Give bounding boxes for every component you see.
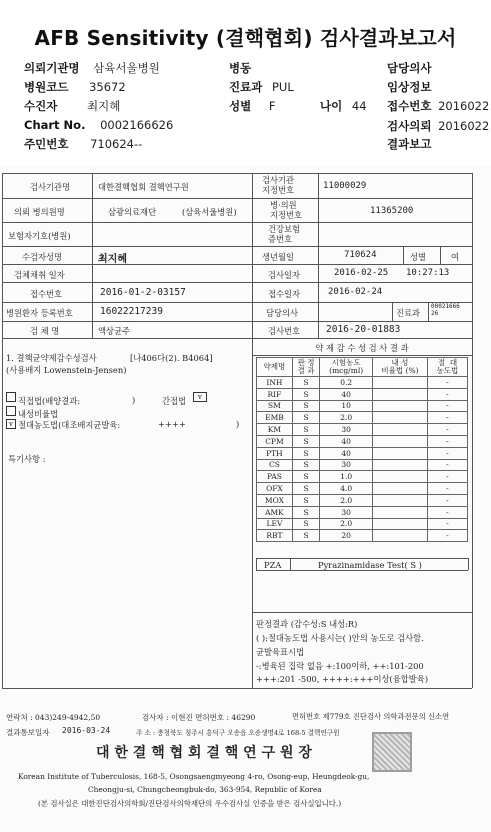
header-chart [24,118,173,132]
age-value: 44 [351,99,367,113]
result-row [257,459,468,471]
footer-address-kr: 주 소 : 충청북도 청주시 흥덕구 오송읍 오송생명4로 168-5 결핵연구원 [136,729,340,737]
indirect-method-label: 간접법 [162,396,187,406]
pza-value: Pyrazinamidase Test( S ) [318,560,422,570]
result-drug: PAS [257,471,293,483]
result-judge: S [292,400,319,412]
report-date-label: 결과통보일자 [6,728,50,737]
result-conc: 40 [320,388,373,400]
result-abs: - [427,494,467,506]
form-r1-label: 검사기관명 [30,182,71,192]
form-r4-value: 최지혜 [98,254,127,265]
test-title: 1. 결핵균약제감수성검사 [6,353,97,363]
result-judge: S [292,424,319,436]
indirect-method-checkbox: v [193,392,207,402]
result-conc: 2.0 [320,494,373,506]
header-age [320,98,367,114]
result-ratio [373,494,428,506]
header-request [387,118,489,134]
form-r5-mid-value: 2016-02-25 [334,268,389,278]
header-receipt [387,98,489,114]
special-notes-label: 특기사항 : [8,454,46,464]
result-judge: S [292,459,319,471]
form-r4-label: 수검자성명 [22,252,63,262]
report-title: AFB Sensitivity (결핵협회) 검사결과보고서 [34,26,457,50]
result-abs: - [427,483,467,495]
result-judge: S [292,483,319,495]
form-r6-label: 접수번호 [30,289,63,299]
form-r4-sex-value: 여 [451,252,460,262]
header-patient [24,98,120,114]
note-4: -:병육된 집락 없음 +:100이하, ++:101-200 [256,661,424,671]
result-conc: 2.0 [320,518,373,530]
result-drug: CS [257,459,293,471]
resident-value: 710624-- [90,137,143,151]
result-conc: 10 [320,400,373,412]
col-abs: 절 대 농도법 [427,358,467,377]
form-r6-value: 2016-01-2-03157 [100,287,186,298]
result-conc: 4.0 [320,483,373,495]
official-seal-icon [372,732,412,772]
note-5: +++:201 -500, ++++:+++이상(융합발육) [256,674,429,684]
footer-contact: 연락처 : 043)249-4942,50 [6,713,101,722]
form-r2-mid-label: 병·의원 지정번호 [270,200,303,220]
result-conc: 30 [320,424,373,436]
form-r8-mid-label: 검사번호 [268,326,301,336]
receipt-label: 접수번호 [387,99,432,113]
form-r4-mid-value: 710624 [344,250,377,260]
hospital-code-value: 35672 [89,80,126,94]
result-abs: - [427,388,467,400]
result-abs: - [427,530,467,542]
form-r7-dept-label: 진료과 [396,308,421,318]
result-abs: - [427,400,467,412]
result-conc: 20 [320,530,373,542]
result-ratio [373,447,428,459]
form-r6-mid-value: 2016-02-24 [328,287,383,297]
result-ratio [373,530,428,542]
header-institution [24,60,160,76]
result-abs: - [427,424,467,436]
note-1: 판정결과 (감수성:S 내성:R) [256,619,358,629]
report-date: 2016-03-24 [62,726,111,735]
direct-method-label: 직접법(배양결과: [18,396,81,406]
chart-label: Chart No. [24,118,86,132]
result-conc: 30 [320,459,373,471]
header-ward [229,60,251,76]
form-r3-mid-label: 건강보험 증번호 [268,224,301,244]
result-ratio [373,471,428,483]
form-r3-label: 보험자기호(병원) [8,231,71,241]
result-conc: 1.0 [320,471,373,483]
result-ratio [373,377,428,389]
ratio-method-checkbox [6,406,16,416]
report-label: 결과보고 [387,137,432,151]
result-drug: CPM [257,435,293,447]
result-drug: OFX [257,483,293,495]
result-row [257,412,468,424]
result-row [257,494,468,506]
result-ratio [373,435,428,447]
result-ratio [373,412,428,424]
result-row [257,483,468,495]
header-clinical [387,79,431,95]
result-drug: LEV [257,518,293,530]
resident-label: 주민번호 [24,137,69,151]
absolute-method-checkbox: v [6,419,16,429]
results-table [256,357,468,542]
result-row [257,424,468,436]
form-r7-label: 병원환자 등록번호 [6,308,73,318]
result-conc: 2.0 [320,412,373,424]
test-code: [나406다(2). B4064] [130,353,213,363]
form-r2-label: 의뢰 병의원명 [14,207,65,217]
header-dept [229,79,294,95]
result-ratio [373,459,428,471]
patient-value: 최지혜 [86,99,121,113]
test-method: (사용배지 Lowenstein-Jensen) [6,365,127,375]
result-row [257,518,468,530]
result-judge: S [292,494,319,506]
form-r7-value: 16022217239 [100,306,163,317]
result-row [257,388,468,400]
result-abs: - [427,412,467,424]
result-judge: S [292,530,319,542]
result-abs: - [427,447,467,459]
header-sex [229,98,276,114]
result-ratio [373,518,428,530]
result-drug: SM [257,400,293,412]
result-judge: S [292,447,319,459]
request-label: 검사의뢰 [387,119,432,133]
scanned-report [0,166,491,832]
form-r5-mid-label: 검사일자 [268,270,301,280]
absolute-method-close: ) [236,419,240,429]
result-drug: EMB [257,412,293,424]
result-ratio [373,424,428,436]
result-ratio [373,400,428,412]
result-row [257,471,468,483]
form-r8-mid-value: 2016-20-01883 [326,324,401,335]
form-r1-mid-label: 검사기관 지정번호 [262,175,295,195]
pza-label: PZA [264,560,282,570]
dept-value: PUL [271,80,294,94]
form-r5-time: 10:27:13 [406,268,450,278]
form-r2-mid-value: 11365200 [370,206,414,216]
result-abs: - [427,506,467,518]
receipt-value: 2016022 [438,99,490,113]
header-hospital-code [24,79,126,95]
result-ratio [373,506,428,518]
result-ratio [373,388,428,400]
note-3: 균발육표시법 [256,647,305,657]
result-judge: S [292,471,319,483]
form-r1-mid-value: 11000029 [323,181,367,191]
note-2: ( ):절대농도법 사용시는( )안의 농도로 검사함. [256,633,424,643]
institution-value: 삼육서울병원 [93,61,160,75]
results-title: 약 제 감 수 성 검 사 결 과 [315,343,409,353]
hospital-code-label: 병원코드 [24,80,69,94]
result-abs: - [427,459,467,471]
footer-address-en-1: Korean Institute of Tuberculosis, 168-5, Osongsaengmyeong 4-ro, Osong-eup, Heungdeok-gu, [18,772,370,781]
col-judge: 판 정 결 과 [292,358,319,377]
footer-license: 면허번호 제779호 진단검사 의학과전문의 신소연 [292,712,450,721]
footer-address-en-2: Cheongju-si, Chungcheongbuk-do, 363-954, Republic of Korea [88,785,322,794]
result-conc: 40 [320,447,373,459]
footer-examiner: 검사자 : 이현진 면허번호 : 46290 [142,713,256,722]
result-drug: AMK [257,506,293,518]
result-judge: S [292,435,319,447]
form-r7-dept-value: 00021666 26 [431,303,460,317]
age-label: 나이 [320,99,343,113]
form-r8-value: 액상균주 [98,326,131,336]
result-drug: KM [257,424,293,436]
clinical-label: 임상정보 [387,80,432,94]
chart-value: 0002166626 [100,118,174,132]
result-drug: MOX [257,494,293,506]
sex-value: F [268,99,276,113]
doctor-label: 담당의사 [387,61,432,75]
result-drug: INH [257,377,293,389]
ward-label: 병동 [229,61,252,75]
request-value: 2016022 [438,119,490,133]
form-r5-label: 검체채취 일자 [14,270,65,280]
form-r4-mid-label: 생년월일 [262,252,295,262]
result-judge: S [292,377,319,389]
result-drug: RBT [257,530,293,542]
header-report [387,136,431,152]
form-r2-value2: (삼육서울병원) [182,207,237,217]
result-row [257,530,468,542]
header-resident [24,136,142,152]
col-ratio: 내 성 비율법 (%) [373,358,428,377]
result-ratio [373,483,428,495]
result-conc: 40 [320,435,373,447]
ratio-method-label: 내성비율법 [18,409,59,419]
form-r4-sex-label: 성별 [410,252,427,262]
result-drug: RIF [257,388,293,400]
absolute-method-label: 절대농도법(대조배지균발육: [18,420,121,430]
patient-label: 수진자 [24,99,58,113]
result-row [257,435,468,447]
result-judge: S [292,506,319,518]
dept-label: 진료과 [229,80,263,94]
form-r7-mid-label: 담당의사 [266,308,299,318]
absolute-method-value: ++++ [158,419,186,429]
form-r6-mid-label: 접수일자 [268,289,301,299]
result-row [257,400,468,412]
result-drug: PTH [257,447,293,459]
result-judge: S [292,388,319,400]
result-abs: - [427,435,467,447]
result-abs: - [427,471,467,483]
form-r2-value: 삼광의료재단 [108,207,157,217]
result-row [257,447,468,459]
footer-org-name: 대 한 결 핵 협 회 결 핵 연 구 원 장 [96,745,312,761]
col-drug: 약제명 [257,358,293,377]
result-row [257,377,468,389]
header-doctor [387,60,431,76]
form-r1-value: 대한결핵협회 결핵연구원 [98,182,189,192]
result-judge: S [292,412,319,424]
result-abs: - [427,377,467,389]
result-row [257,506,468,518]
direct-method-checkbox [6,392,16,402]
result-judge: S [292,518,319,530]
footer-certification: (본 검사실은 대한진단검사의학회/진단검사의학재단의 우수검사실 인증을 받은 검사실입니다.) [38,799,342,808]
sex-label: 성별 [229,99,252,113]
result-abs: - [427,518,467,530]
direct-method-close: ) [132,395,136,405]
institution-label: 의뢰기관명 [24,61,80,75]
form-r8-label: 검 체 명 [30,326,60,336]
col-conc: 시험농도 (mcg/ml) [320,358,373,377]
result-conc: 30 [320,506,373,518]
result-conc: 0.2 [320,377,373,389]
